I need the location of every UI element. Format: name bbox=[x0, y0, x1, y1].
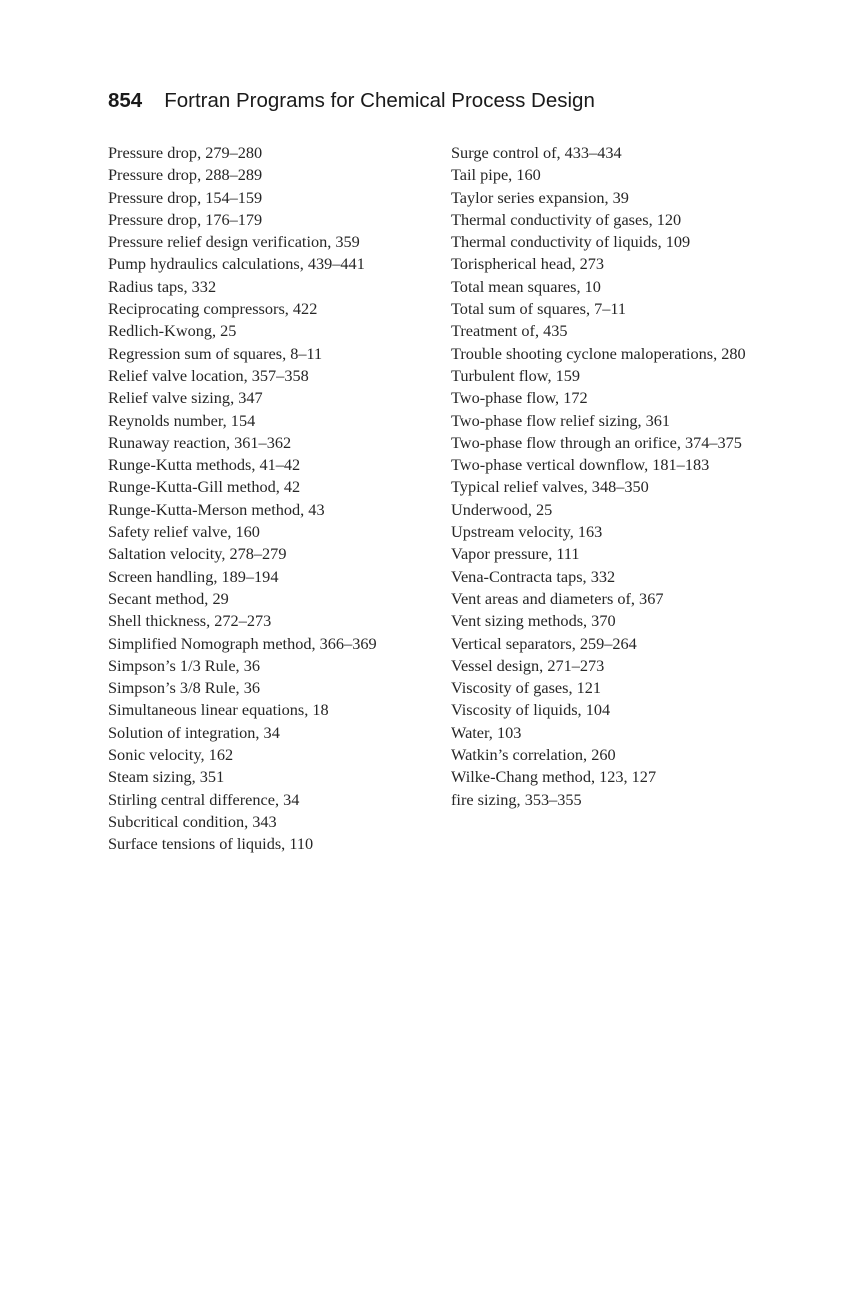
page-number: 854 bbox=[108, 89, 143, 112]
index-entry: Pump hydraulics calculations, 439–441 bbox=[108, 254, 365, 274]
index-entry: Radius taps, 332 bbox=[108, 276, 217, 296]
index-entry: Two-phase flow, 172 bbox=[451, 388, 588, 408]
index-column-left bbox=[108, 142, 428, 856]
index-entry: Vapor pressure, 111 bbox=[451, 544, 580, 564]
index-entry: Pressure drop, 176–179 bbox=[108, 209, 263, 229]
index-entry: Surface tensions of liquids, 110 bbox=[108, 834, 314, 854]
index-entry: Two-phase flow relief sizing, 361 bbox=[451, 410, 671, 430]
index-entry: Thermal conductivity of gases, 120 bbox=[451, 209, 682, 229]
index-entry: Vena-Contracta taps, 332 bbox=[451, 566, 616, 586]
index-entry: Simplified Nomograph method, 366–369 bbox=[108, 633, 377, 653]
index-entry: Runge-Kutta methods, 41–42 bbox=[108, 455, 301, 475]
index-entry: Water, 103 bbox=[451, 722, 522, 742]
index-entry: fire sizing, 353–355 bbox=[451, 789, 582, 809]
running-head bbox=[108, 88, 595, 114]
index-entry: Total sum of squares, 7–11 bbox=[451, 299, 627, 319]
index-entry: Taylor series expansion, 39 bbox=[451, 187, 629, 207]
index-entry: Treatment of, 435 bbox=[451, 321, 568, 341]
index-entry: Secant method, 29 bbox=[108, 588, 229, 608]
index-entry: Surge control of, 433–434 bbox=[451, 143, 622, 162]
index-entry: Total mean squares, 10 bbox=[451, 276, 601, 296]
index-entry: Vessel design, 271–273 bbox=[451, 655, 605, 675]
index-entry: Relief valve sizing, 347 bbox=[108, 388, 263, 408]
index-entry: Redlich-Kwong, 25 bbox=[108, 321, 237, 341]
index-entry: Runge-Kutta-Merson method, 43 bbox=[108, 499, 325, 519]
index-entry: Pressure relief design verification, 359 bbox=[108, 232, 360, 252]
index-entry: Viscosity of liquids, 104 bbox=[451, 700, 611, 720]
index-column-right bbox=[451, 142, 781, 811]
index-entry: Trouble shooting cyclone maloperations, 280 bbox=[451, 343, 746, 363]
book-title: Fortran Programs for Chemical Process Design bbox=[164, 89, 595, 112]
index-entry: Simultaneous linear equations, 18 bbox=[108, 700, 329, 720]
index-entry: Reciprocating compressors, 422 bbox=[108, 299, 318, 319]
index-entry: Watkin’s correlation, 260 bbox=[451, 745, 616, 765]
index-entry: Pressure drop, 279–280 bbox=[108, 143, 263, 162]
index-entry: Shell thickness, 272–273 bbox=[108, 611, 272, 631]
index-entry: Thermal conductivity of liquids, 109 bbox=[451, 232, 691, 252]
index-entry: Runge-Kutta-Gill method, 42 bbox=[108, 477, 301, 497]
index-entry: Reynolds number, 154 bbox=[108, 410, 256, 430]
index-entry: Pressure drop, 154–159 bbox=[108, 187, 263, 207]
index-entry: Vertical separators, 259–264 bbox=[451, 633, 637, 653]
index-entry: Simpson’s 3/8 Rule, 36 bbox=[108, 678, 260, 698]
index-entry: Pressure drop, 288–289 bbox=[108, 165, 263, 185]
index-entry: Regression sum of squares, 8–11 bbox=[108, 343, 323, 363]
index-entry: Steam sizing, 351 bbox=[108, 767, 225, 787]
index-entry: Underwood, 25 bbox=[451, 499, 553, 519]
index-entry: Tail pipe, 160 bbox=[451, 165, 541, 185]
index-entry: Vent sizing methods, 370 bbox=[451, 611, 616, 631]
index-entry: Typical relief valves, 348–350 bbox=[451, 477, 649, 497]
index-entry: Stirling central difference, 34 bbox=[108, 789, 300, 809]
index-entry: Upstream velocity, 163 bbox=[451, 522, 603, 542]
index-entry: Vent areas and diameters of, 367 bbox=[451, 588, 664, 608]
index-entry: Saltation velocity, 278–279 bbox=[108, 544, 287, 564]
index-entry: Viscosity of gases, 121 bbox=[451, 678, 602, 698]
index-entry: Screen handling, 189–194 bbox=[108, 566, 279, 586]
index-entry: Solution of integration, 34 bbox=[108, 722, 280, 742]
index-entry: Runaway reaction, 361–362 bbox=[108, 432, 292, 452]
index-entry: Relief valve location, 357–358 bbox=[108, 365, 309, 385]
index-entry: Two-phase flow through an orifice, 374–375 bbox=[451, 432, 742, 452]
index-entry: Safety relief valve, 160 bbox=[108, 522, 260, 542]
index-entry: Torispherical head, 273 bbox=[451, 254, 605, 274]
index-entry: Turbulent flow, 159 bbox=[451, 365, 581, 385]
index-entry: Subcritical condition, 343 bbox=[108, 811, 277, 831]
index-entry: Two-phase vertical downflow, 181–183 bbox=[451, 455, 710, 475]
index-entry: Sonic velocity, 162 bbox=[108, 745, 234, 765]
index-entry: Wilke-Chang method, 123, 127 bbox=[451, 767, 657, 787]
index-entry: Simpson’s 1/3 Rule, 36 bbox=[108, 655, 260, 675]
